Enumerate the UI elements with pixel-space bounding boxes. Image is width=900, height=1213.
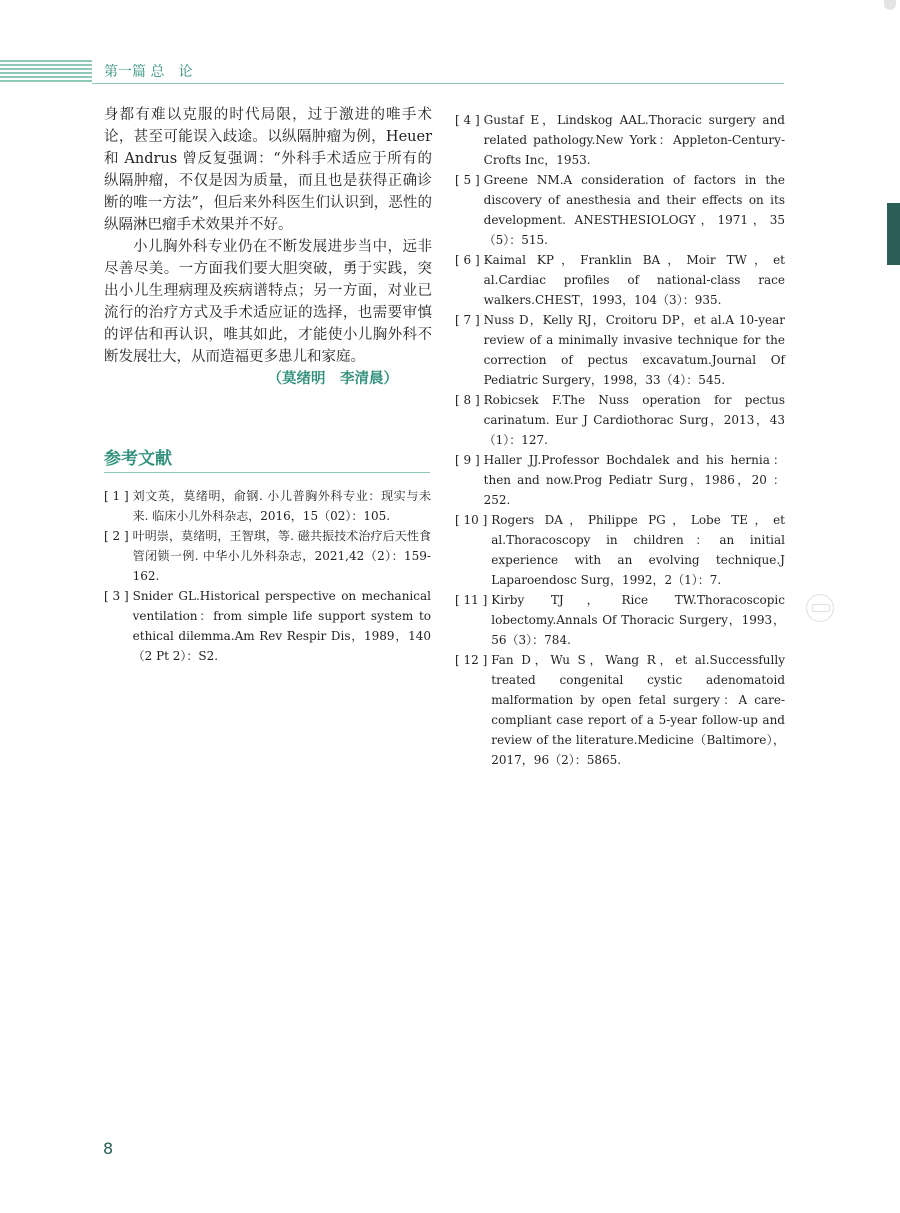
- reference-number: [ 9 ]: [455, 453, 480, 467]
- reference-item: [455, 250, 785, 310]
- reference-number: [ 2 ]: [104, 529, 129, 543]
- reference-text: Nuss D，Kelly RJ，Croitoru DP，et al.A 10-year review of a minimally invasive technique for the correction of pectus excavatum.Journal Of Pediatric Surgery，1998，33（4）：545.: [483, 313, 785, 387]
- reference-number: [ 3 ]: [104, 589, 129, 603]
- reference-text: Robicsek F.The Nuss operation for pectus carinatum. Eur J Cardiothorac Surg，2013，43（1）：127.: [483, 393, 785, 447]
- body-paragraph-1: 身都有难以克服的时代局限，过于激进的唯手术论，甚至可能误入歧途。以纵隔肿瘤为例，Heuer 和 Andrus 曾反复强调：“外科手术适应于所有的纵隔肿瘤，不仅是因为质量，而且也是获得正确诊断的唯一方法”，但后来外科医生们认识到，恶性的纵隔淋巴瘤手术效果并不好。: [104, 107, 432, 233]
- watermark-seal-inner: [812, 604, 830, 612]
- page-number: 8: [103, 1139, 114, 1158]
- reference-text: Kirby TJ，Rice TW.Thoracoscopic lobectomy.Annals Of Thoracic Surgery，1993，56（3）：784.: [491, 593, 785, 647]
- reference-item: [104, 486, 431, 526]
- section-authors: （莫绪明 李清晨）: [267, 371, 398, 387]
- chapter-side-tab: [887, 203, 900, 265]
- body-paragraph-2: 小儿胸外科专业仍在不断发展进步当中，远非尽善尽美。一方面我们要大胆突破，勇于实践，突出小儿生理病理及疾病谱特点；另一方面，对业已流行的治疗方式及手术适应证的选择，也需要审慎的评估和再认识，唯其如此，才能使小儿胸外科不断发展壮大，从而造福更多患儿和家庭。: [104, 239, 432, 365]
- header-stripe-decoration: [0, 60, 92, 84]
- watermark-seal: [806, 594, 834, 622]
- reference-number: [ 11 ]: [455, 593, 488, 607]
- reference-text: Haller JJ.Professor Bochdalek and his hernia：then and now.Prog Pediatr Surg，1986，20 ：252.: [483, 453, 785, 507]
- reference-number: [ 5 ]: [455, 173, 480, 187]
- reference-number: [ 4 ]: [455, 113, 480, 127]
- reference-text: 叶明崇，莫绪明，王智琪，等. 磁共振技术治疗后天性食管闭锁一例. 中华小儿外科杂志，2021,42（2）：159-162.: [132, 529, 431, 583]
- page-corner-mark: [884, 0, 896, 10]
- reference-item: [455, 450, 785, 510]
- reference-item: [455, 170, 785, 250]
- reference-item: [455, 650, 785, 770]
- running-header-title: 第一篇 总 论: [104, 64, 193, 80]
- reference-item: [455, 390, 785, 450]
- reference-text: Gustaf E，Lindskog AAL.Thoracic surgery and related pathology.New York：Appleton-Century-Crofts Inc，1953.: [483, 113, 785, 167]
- reference-number: [ 1 ]: [104, 489, 129, 503]
- reference-text: Kaimal KP，Franklin BA，Moir TW，et al.Cardiac profiles of national-class race walkers.CHEST，1993，104（3）：935.: [483, 253, 785, 307]
- reference-item: [455, 590, 785, 650]
- reference-item: [104, 586, 431, 666]
- body-text-column: [104, 104, 432, 390]
- reference-text: Greene NM.A consideration of factors in the discovery of anesthesia and their effects on its development. ANESTHESIOLOGY，1971，35（5）：515.: [483, 173, 785, 247]
- reference-list-right: [455, 110, 785, 770]
- reference-text: 刘文英，莫绪明，俞钢. 小儿普胸外科专业：现实与未来. 临床小儿外科杂志，2016，15（02）：105.: [132, 489, 431, 523]
- reference-item: [455, 510, 785, 590]
- reference-text: Snider GL.Historical perspective on mechanical ventilation：from simple life support system to ethical dilemma.Am Rev Respir Dis，1989，140（2 Pt 2）：S2.: [132, 589, 431, 663]
- reference-number: [ 10 ]: [455, 513, 488, 527]
- reference-item: [455, 310, 785, 390]
- references-heading: 参考文献: [104, 444, 430, 473]
- reference-number: [ 12 ]: [455, 653, 488, 667]
- reference-number: [ 6 ]: [455, 253, 480, 267]
- reference-item: [455, 110, 785, 170]
- reference-text: Rogers DA，Philippe PG，Lobe TE，et al.Thoracoscopy in children：an initial experience with an evolving technique.J Laparoendosc Surg，1992，2（1）：7.: [491, 513, 785, 587]
- reference-item: [104, 526, 431, 586]
- reference-number: [ 7 ]: [455, 313, 480, 327]
- reference-list-left: [104, 486, 431, 666]
- reference-number: [ 8 ]: [455, 393, 480, 407]
- header-rule: [92, 83, 784, 84]
- reference-text: Fan D，Wu S，Wang R，et al.Successfully treated congenital cystic adenomatoid malformation by open fetal surgery：A care-compliant case report of a 5-year follow-up and review of the literature.Medicine（Baltimore），2017，96（2）：5865.: [491, 653, 785, 767]
